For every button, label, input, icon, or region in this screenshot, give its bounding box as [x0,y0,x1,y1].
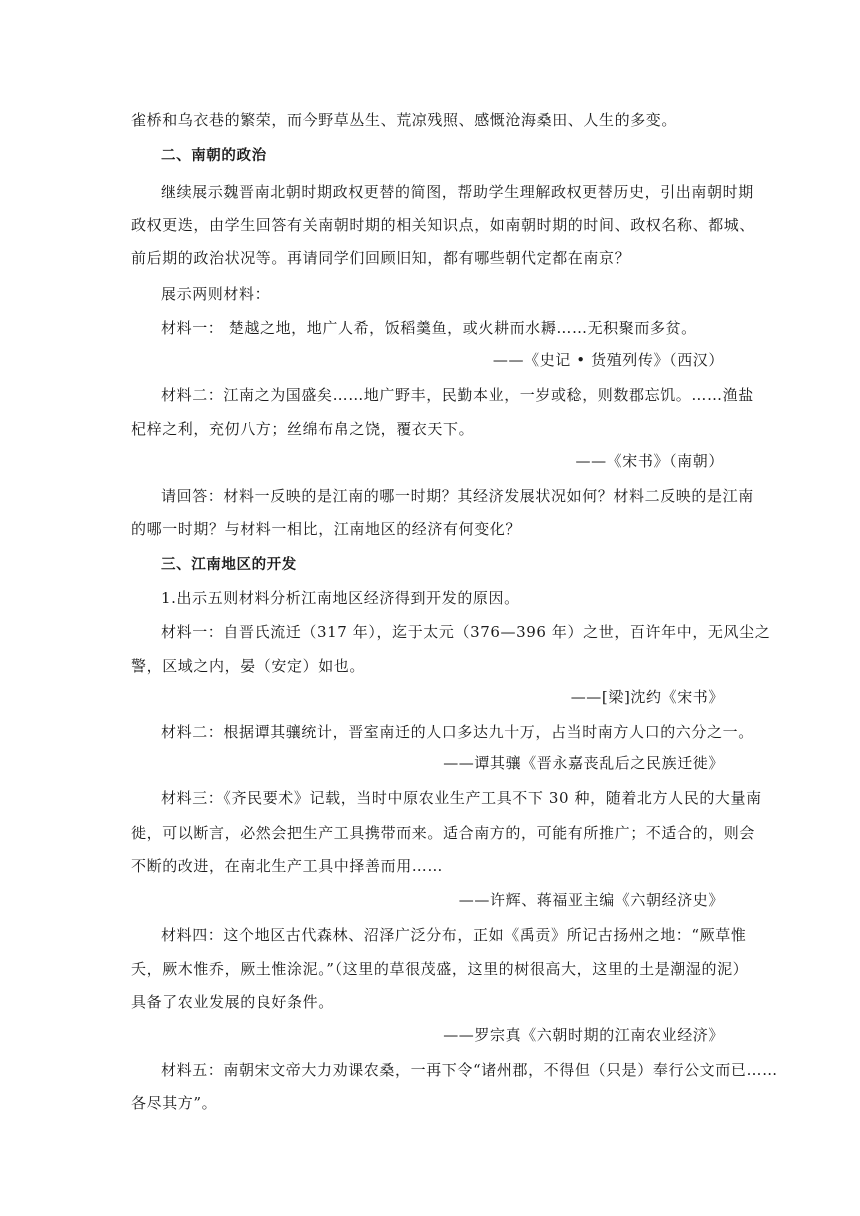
source-quote: 徙，可以断言，必然会把生产工具携带而来。适合南方的，可能有所推广；不适合的，则会 [131,824,756,842]
source-citation: ——许辉、蒋福亚主编《六朝经济史》 [458,891,724,909]
paragraph-line: 1.出示五则材料分析江南地区经济得到开发的原因。 [161,589,520,607]
source-quote: 不断的改进，在南北生产工具中择善而用…… [131,857,444,875]
paragraph-line: 雀桥和乌衣巷的繁荣，而今野草丛生、荒凉残照、感慨沧海桑田、人生的多变。 [131,111,678,129]
question-line: 请回答：材料一反映的是江南的哪一时期？其经济发展状况如何？材料二反映的是江南 [161,487,754,505]
paragraph-line: 前后期的政治状况等。再请同学们回顾旧知，都有哪些朝代定都在南京？ [131,249,631,267]
section-heading: 三、江南地区的开发 [161,557,297,573]
source-quote: 具备了农业发展的良好条件。 [131,993,334,1011]
source-citation: ——[梁]沈约《宋书》 [570,688,724,706]
paragraph-line: 继续展示魏晋南北朝时期政权更替的简图，帮助学生理解政权更替历史，引出南朝时期 [161,183,754,201]
source-citation: ——谭其骧《晋永嘉丧乱后之民族迁徙》 [443,754,724,772]
source-citation: ——罗宗真《六朝时期的江南农业经济》 [443,1026,724,1044]
source-quote: 材料一：自晋氏流迁（317 年），迄于太元（376—396 年）之世，百许年中，无风尘之 [161,623,771,641]
source-quote: 夭，厥木惟乔，厥土惟涂泥。”（这里的草很茂盛，这里的树很高大，这里的土是潮湿的泥） [131,960,749,978]
source-quote: 材料四：这个地区古代森林、沼泽广泛分布，正如《禹贡》所记古扬州之地：“厥草惟 [161,926,747,944]
paragraph-line: 政权更迭，由学生回答有关南朝时期的相关知识点，如南朝时期的时间、政权名称、都城、 [131,216,756,234]
section-heading: 二、南朝的政治 [161,148,267,164]
paragraph-line: 展示两则材料： [161,285,271,303]
source-quote: 材料五：南朝宋文帝大力劝课农桑，一再下令“诸州郡，不得但（只是）奉行公文而已…… [161,1061,778,1079]
source-quote: 杞梓之利，充仞八方；丝绵布帛之饶，覆衣天下。 [131,420,475,438]
source-quote: 各尽其方”。 [131,1094,218,1112]
source-citation: ——《史记 • 货殖列传》（西汉） [492,351,724,369]
source-quote: 材料二：江南之为国盛矣……地广野丰，民勤本业，一岁或稔，则数郡忘饥。……渔盐 [161,386,754,404]
source-quote: 材料三：《齐民要术》记载，当时中原农业生产工具不下 30 种，随着北方人民的大量南 [161,789,762,807]
source-citation: ——《宋书》（南朝） [575,452,724,470]
question-line: 的哪一时期？与材料一相比，江南地区的经济有何变化？ [131,520,522,538]
source-quote: 材料一： 楚越之地，地广人希，饭稻羹鱼，或火耕而水耨……无积聚而多贫。 [161,319,697,337]
source-quote: 警，区域之内，晏（安定）如也。 [131,657,366,675]
source-quote: 材料二：根据谭其骧统计，晋室南迁的人口多达九十万，占当时南方人口的六分之一。 [161,723,754,741]
